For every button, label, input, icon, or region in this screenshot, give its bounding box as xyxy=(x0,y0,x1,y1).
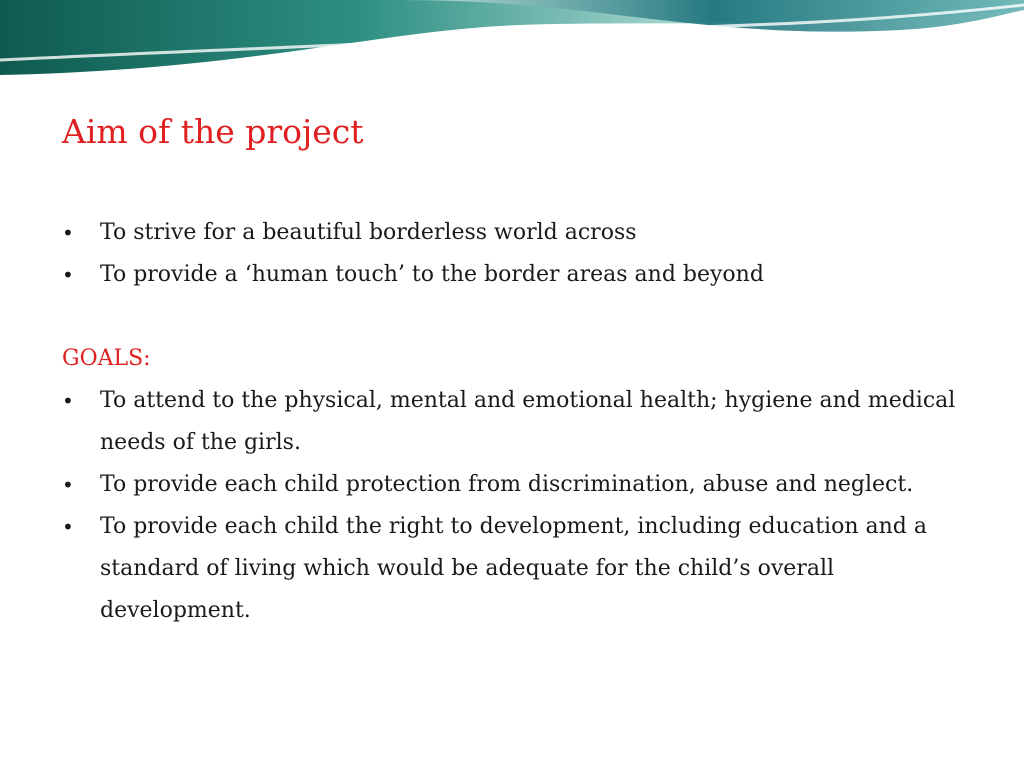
bullet-icon: • xyxy=(62,515,74,539)
goal-text: To attend to the physical, mental and emotional health; hygiene and medical needs of the girls. xyxy=(100,388,956,455)
aim-text: To strive for a beautiful borderless world across xyxy=(100,220,637,245)
list-item xyxy=(62,254,962,296)
list-item xyxy=(62,506,962,632)
decorative-wave-banner xyxy=(0,0,1024,80)
aims-list xyxy=(62,212,962,296)
goal-text: To provide each child the right to development, including education and a standard of living which would be adequate for the child’s overall development. xyxy=(100,514,927,623)
bullet-icon: • xyxy=(62,263,74,287)
list-item xyxy=(62,212,962,254)
slide-title: Aim of the project xyxy=(62,112,364,151)
list-item xyxy=(62,380,962,464)
aim-text: To provide a ‘human touch’ to the border areas and beyond xyxy=(100,262,764,287)
spacer xyxy=(62,296,962,338)
list-item xyxy=(62,464,962,506)
goals-heading: GOALS: xyxy=(62,346,151,371)
bullet-icon: • xyxy=(62,389,74,413)
slide-body xyxy=(62,212,962,632)
goal-text: To provide each child protection from discrimination, abuse and neglect. xyxy=(100,472,914,497)
goals-list xyxy=(62,380,962,632)
bullet-icon: • xyxy=(62,473,74,497)
bullet-icon: • xyxy=(62,221,74,245)
